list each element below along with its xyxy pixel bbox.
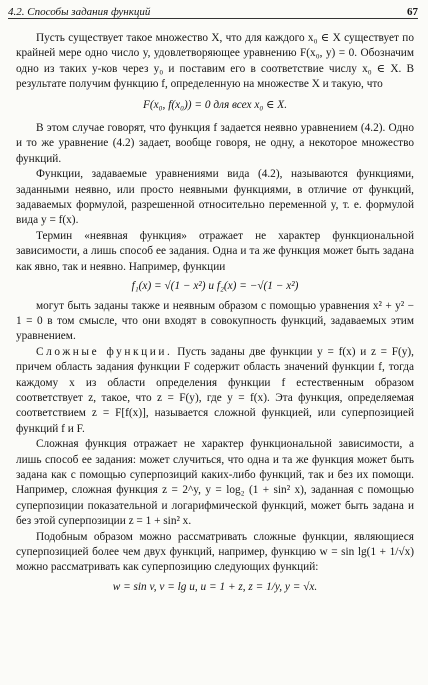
paragraph-6-text: Пусть заданы две функции y = f(x) и z = F(y), причем область задания функции F содержит область значений функции f, тогда каждому x из области определения функции f естественным образом соответствует z, такое, что z = F(y), где y = f(x). Эта функция, определяемая соответствием z = F[f(x)], называется сложной функцией, или суперпозицией функций f и F. [16,345,415,435]
paragraph-5: могут быть заданы также и неявным образом с помощью уравнения x² + y² − 1 = 0 в том смысле, что они входят в совокупность функций, задаваемых этим уравнением. [16,299,414,343]
formula-1: F(x₀, f(x₀)) = 0 для всех x₀ ∈ X. [142,98,288,111]
paragraph-1: Пусть существует такое множество X, что для каждого x₀ ∈ X существует по крайней мере одно число y, удовлетворяющее уравнению F(x₀, y) = 0. Обозначим одно из таких y-ков через y₀ и поставим его в соответствие числу x₀ ∈ X. В результате получим функцию f, определенную на множестве X и такую, что [16,32,414,91]
header-rule [8,18,418,19]
paragraph-7: Сложная функция отражает не характер функциональной зависимости, а лишь способ ее задания: может случиться, что одна и та же функция может быть задана как с помощью суперпозиций каких-либо функций, так и без их помощи. Например, сложная функция z = 2^y, y = log₂ (1 + sin² x), заданная с помощью суперпозиции показательной и логарифмической функций, может быть задана и без этой суперпозиции z = 1 + sin² x. [16,438,414,528]
paragraph-3: Функции, задаваемые уравнениями вида (4.2), называются функциями, заданными неявно, или просто неявными функциями, в отличие от функций, задаваемых формулой, разрешенной относительно переменной y, т. е. формулой вида y = f(x). [16,168,414,227]
paragraph-2: В этом случае говорят, что функция f задается неявно уравнением (4.2). Одно и то же уравнение (4.2) задает, вообще говоря, не одну, а некоторое множество функций. [16,122,414,165]
section-heading: Сложные функции. [36,345,173,358]
running-head: 4.2. Способы задания функций [8,6,151,18]
paragraph-6 [16,345,414,437]
paragraph-4: Термин «неявная функция» отражает не характер функциональной зависимости, а лишь способ ее задания. Одна и та же функция может быть задана как явно, так и неявно. Например, функции [16,229,414,273]
page-body [16,31,414,599]
paragraph-8: Подобным образом можно рассматривать сложные функции, являющиеся суперпозицией более чем двух функций, например, функцию w = sin lg(1 + 1/√x) можно рассматривать как суперпозицию следующих функций: [16,530,414,574]
formula-3: w = sin v, v = lg u, u = 1 + z, z = 1/y, y = √x. [112,580,318,593]
page-number: 67 [407,6,418,18]
formula-2: f₁(x) = √(1 − x²) и f₂(x) = −√(1 − x²) [131,280,299,293]
